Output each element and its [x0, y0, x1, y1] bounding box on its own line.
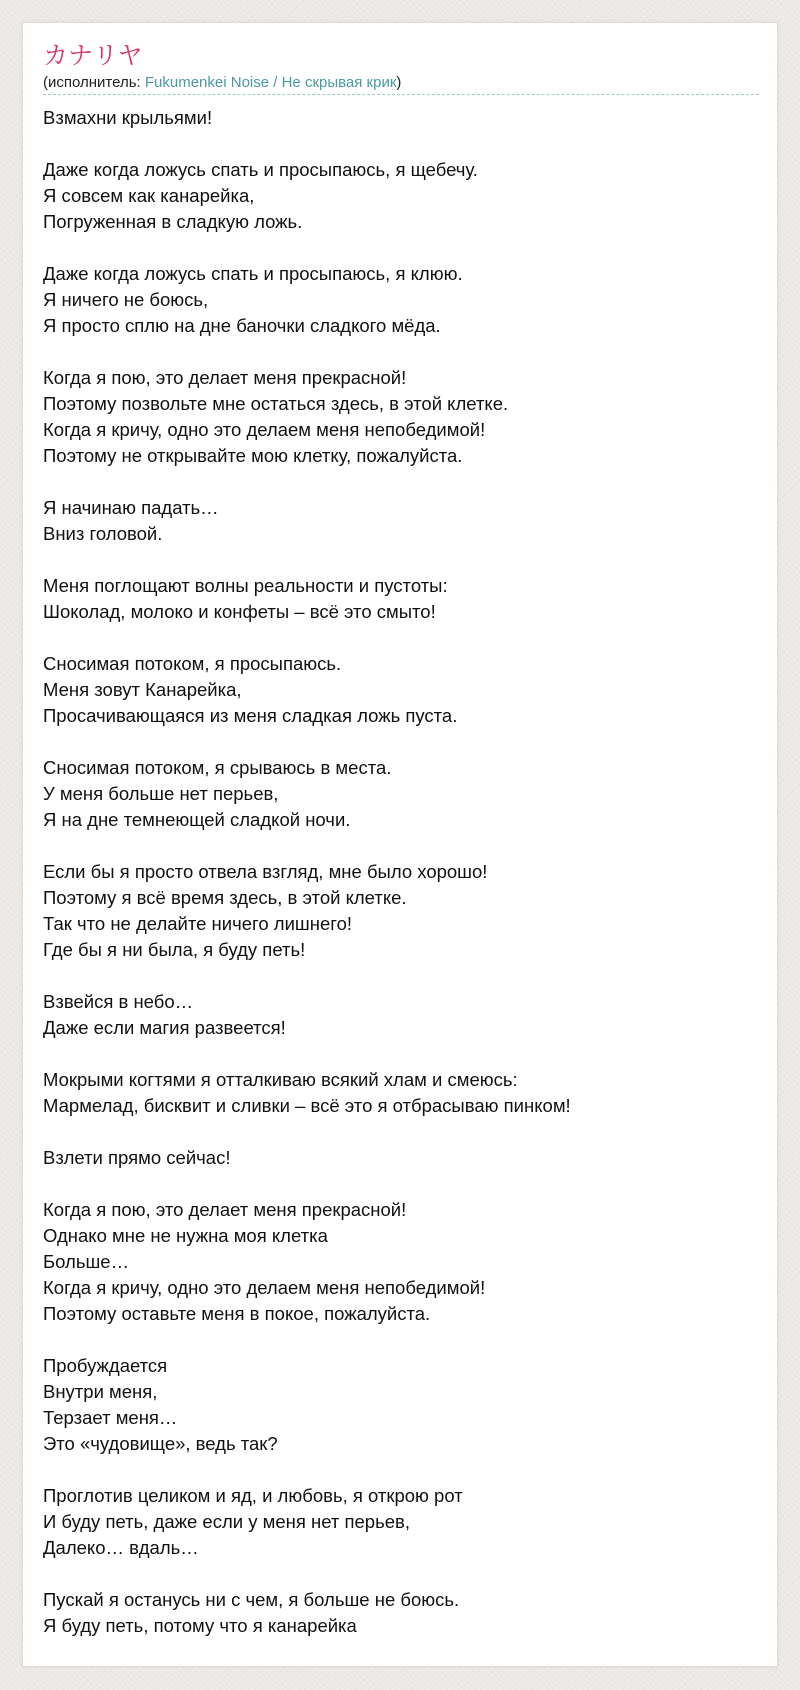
lyrics-blank-line [43, 625, 763, 651]
performer-prefix: (исполнитель: [43, 74, 145, 91]
lyrics-line: Я начинаю падать… [43, 497, 219, 518]
artist-link[interactable]: Fukumenkei Noise / Не скрывая крик [144, 74, 397, 91]
lyrics-line: Однако мне не нужна моя клетка [43, 1225, 328, 1246]
lyrics-line: Я просто сплю на дне баночки сладкого мёда. [43, 315, 441, 336]
lyrics-line: Так что не делайте ничего лишнего! [43, 913, 353, 934]
lyrics-line: Проглотив целиком и яд, и любовь, я открою рот [43, 1485, 463, 1506]
performer-line [43, 73, 759, 95]
lyrics-line: Если бы я просто отвела взгляд, мне было хорошо! [43, 861, 488, 882]
lyrics-line: Даже когда ложусь спать и просыпаюсь, я щебечу. [43, 159, 478, 180]
lyrics-card [22, 22, 778, 1667]
lyrics-line: Когда я пою, это делает меня прекрасной! [43, 1199, 407, 1220]
lyrics-line: Пробуждается [43, 1355, 168, 1376]
lyrics-blank-line [43, 1041, 763, 1067]
lyrics-line: У меня больше нет перьев, [43, 783, 279, 804]
lyrics-blank-line [43, 235, 763, 261]
lyrics-line: Внутри меня, [43, 1381, 158, 1402]
lyrics-blank-line [43, 547, 763, 573]
lyrics-line: Когда я пою, это делает меня прекрасной! [43, 367, 407, 388]
lyrics-line: Погруженная в сладкую ложь. [43, 211, 303, 232]
lyrics-line: Далеко… вдаль… [43, 1537, 199, 1558]
lyrics-line: Я ничего не боюсь, [43, 289, 209, 310]
lyrics-line: Взвейся в небо… [43, 991, 194, 1012]
lyrics-line: Просачивающаяся из меня сладкая ложь пуста. [43, 705, 458, 726]
lyrics-line: Мокрыми когтями я отталкиваю всякий хлам и смеюсь: [43, 1069, 518, 1090]
lyrics-blank-line [43, 1457, 763, 1483]
lyrics-line: Поэтому я всё время здесь, в этой клетке. [43, 887, 407, 908]
lyrics-line: Даже когда ложусь спать и просыпаюсь, я клюю. [43, 263, 463, 284]
lyrics-blank-line [43, 131, 763, 157]
lyrics-line: Я буду петь, потому что я канарейка [43, 1615, 357, 1636]
lyrics-line: Я на дне темнеющей сладкой ночи. [43, 809, 351, 830]
lyrics-line: Где бы я ни была, я буду петь! [43, 939, 306, 960]
lyrics-blank-line [43, 1171, 763, 1197]
lyrics-blank-line [43, 833, 763, 859]
lyrics-line: Сносимая потоком, я срываюсь в места. [43, 757, 392, 778]
lyrics-line: Пускай я останусь ни с чем, я больше не боюсь. [43, 1589, 460, 1610]
lyrics-line: Поэтому оставьте меня в покое, пожалуйста. [43, 1303, 431, 1324]
lyrics-blank-line [43, 1119, 763, 1145]
lyrics-line: Взлети прямо сейчас! [43, 1147, 231, 1168]
lyrics-line: Меня поглощают волны реальности и пустоты: [43, 575, 448, 596]
lyrics-blank-line [43, 469, 763, 495]
lyrics-line: Больше… [43, 1251, 130, 1272]
lyrics-text [43, 105, 763, 1639]
lyrics-line: Взмахни крыльями! [43, 107, 213, 128]
lyrics-line: Даже если магия развеется! [43, 1017, 286, 1038]
lyrics-line: Это «чудовище», ведь так? [43, 1433, 278, 1454]
lyrics-line: Шоколад, молоко и конфеты – всё это смыто! [43, 601, 436, 622]
lyrics-line: Поэтому позвольте мне остаться здесь, в этой клетке. [43, 393, 509, 414]
lyrics-line: Вниз головой. [43, 523, 163, 544]
performer-suffix: ) [396, 74, 402, 91]
lyrics-line: Сносимая потоком, я просыпаюсь. [43, 653, 342, 674]
lyrics-line: Мармелад, бисквит и сливки – всё это я отбрасываю пинком! [43, 1095, 571, 1116]
lyrics-line: Меня зовут Канарейка, [43, 679, 242, 700]
lyrics-blank-line [43, 729, 763, 755]
lyrics-line: Терзает меня… [43, 1407, 178, 1428]
lyrics-blank-line [43, 963, 763, 989]
lyrics-line: Когда я кричу, одно это делаем меня непобедимой! [43, 1277, 486, 1298]
lyrics-blank-line [43, 339, 763, 365]
lyrics-line: Я совсем как канарейка, [43, 185, 255, 206]
lyrics-line: И буду петь, даже если у меня нет перьев, [43, 1511, 410, 1532]
song-title: カナリヤ [43, 41, 143, 70]
lyrics-blank-line [43, 1327, 763, 1353]
lyrics-line: Когда я кричу, одно это делаем меня непобедимой! [43, 419, 486, 440]
lyrics-blank-line [43, 1561, 763, 1587]
lyrics-line: Поэтому не открывайте мою клетку, пожалуйста. [43, 445, 463, 466]
